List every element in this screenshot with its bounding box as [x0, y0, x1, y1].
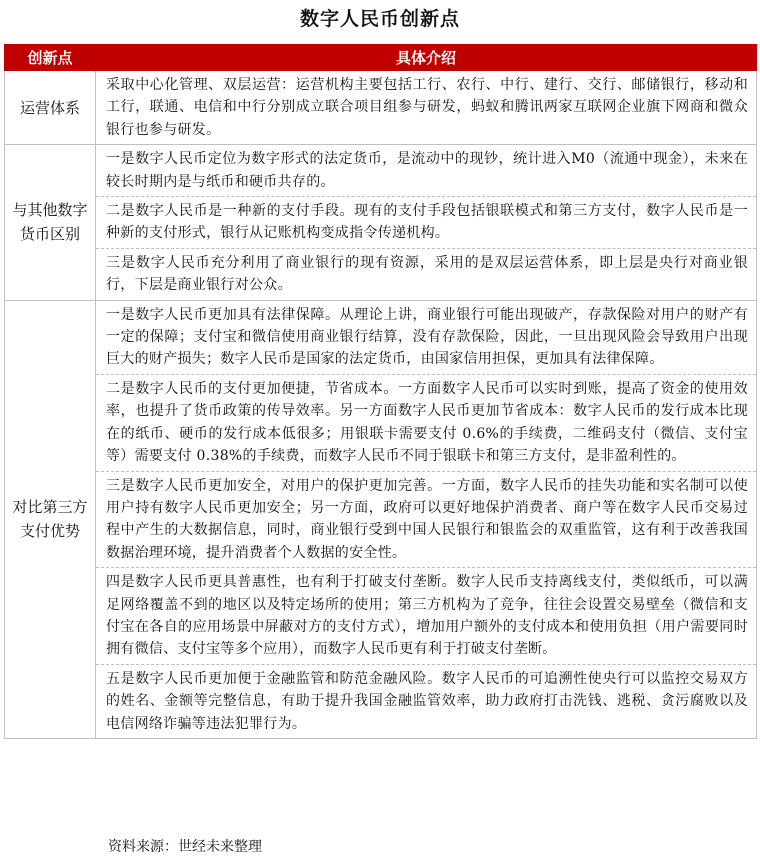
detail-paragraph: 二是数字人民币是一种新的支付手段。现有的支付手段包括银联模式和第三方支付，数字人民币是一种新的支付形式，银行从记账机构变成指令传递机构。: [96, 196, 756, 248]
detail-paragraph: 采取中心化管理、双层运营：运营机构主要包括工行、农行、中行、建行、交行、邮储银行，移动和工行，联通、电信和中行分别成立联合项目组参与研发，蚂蚁和腾讯两家互联网企业旗下网商和微众银行也参与研发。: [106, 77, 748, 138]
detail-paragraph: 一是数字人民币更加具有法律保障。从理论上讲，商业银行可能出现破产，存款保险对用户的财产有一定的保障；支付宝和微信使用商业银行结算，没有存款保险，因此，一旦出现风险会导致用户出现巨大的财产损失；数字人民币是国家的法定货币，由国家信用担保，更加具有法律保障。: [106, 306, 748, 368]
detail-paragraph: 四是数字人民币更具普惠性，也有利于打破支付垄断。数字人民币支持离线支付，类似纸币，可以满足网络覆盖不到的地区以及特定场所的使用；第三方机构为了竞争，往往会设置交易壁垒（微信和支付宝在各自的应用场景中屏蔽对方的支付方式），增加用户额外的支付成本和使用负担（用户需要同时拥有微信、支付宝等多个应用），而数字人民币更有利于打破支付垄断。: [96, 567, 756, 664]
detail-cell: [96, 145, 757, 300]
detail-paragraph: 一是数字人民币定位为数字形式的法定货币，是流动中的现钞，统计进入M0（流通中现金），未来在较长时期内是与纸币和硬币共存的。: [106, 151, 748, 190]
detail-paragraph: 三是数字人民币充分利用了商业银行的现有资源，采用的是双层运营体系，即上层是央行对商业银行，下层是商业银行对公众。: [96, 248, 756, 300]
category-label: 运营体系: [19, 98, 80, 117]
header-category: 创新点: [5, 45, 96, 71]
document-title: 数字人民币创新点: [299, 8, 460, 30]
detail-cell: [96, 71, 757, 145]
detail-paragraph: 三是数字人民币更加安全，对用户的保护更加完善。一方面，数字人民币的挂失功能和实名制可以使用户持有数字人民币更加安全；另一方面，政府可以更好地保护消费者、商户等在数字人民币交易过程中产生的大数据信息，同时，商业银行受到中国人民银行和银监会的双重监管，这有利于改善我国数据治理环境，提升消费者个人数据的安全性。: [96, 471, 756, 568]
table-row-third-party-payment-advantage: [5, 300, 757, 738]
category-cell: [5, 71, 96, 145]
header-detail: 具体介绍: [96, 45, 757, 71]
category-cell: [5, 145, 96, 300]
table-row-digital-currency-difference: [5, 145, 757, 300]
detail-cell: [96, 300, 757, 738]
category-cell: [5, 300, 96, 738]
detail-paragraph: 二是数字人民币的支付更加便捷，节省成本。一方面数字人民币可以实时到账，提高了资金的使用效率，也提升了货币政策的传导效率。另一方面数字人民币更加节省成本：数字人民币的发行成本比现在的纸币、硬币的发行成本低很多；用银联卡需要支付 0.6%的手续费，二维码支付（微信、支付宝等）需要支付 0.38%的手续费，而数字人民币不同于银联卡和第三方支付，是非盈利性的。: [96, 374, 756, 471]
source-note: 资料来源：世经未来整理: [108, 839, 262, 855]
category-label: 与其他数字货币区别: [12, 201, 88, 244]
detail-paragraph: 五是数字人民币更加便于金融监管和防范金融风险。数字人民币的可追溯性使央行可以监控交易双方的姓名、金额等完整信息，有助于提升我国金融监管效率，助力政府打击洗钱、逃税、贪污腐败以及电信网络诈骗等违法犯罪行为。: [96, 664, 756, 738]
table-row-operation-system: [5, 71, 757, 145]
innovation-table: [4, 44, 757, 739]
table-header-row: [5, 45, 757, 71]
category-label: 对比第三方支付优势: [12, 498, 88, 541]
